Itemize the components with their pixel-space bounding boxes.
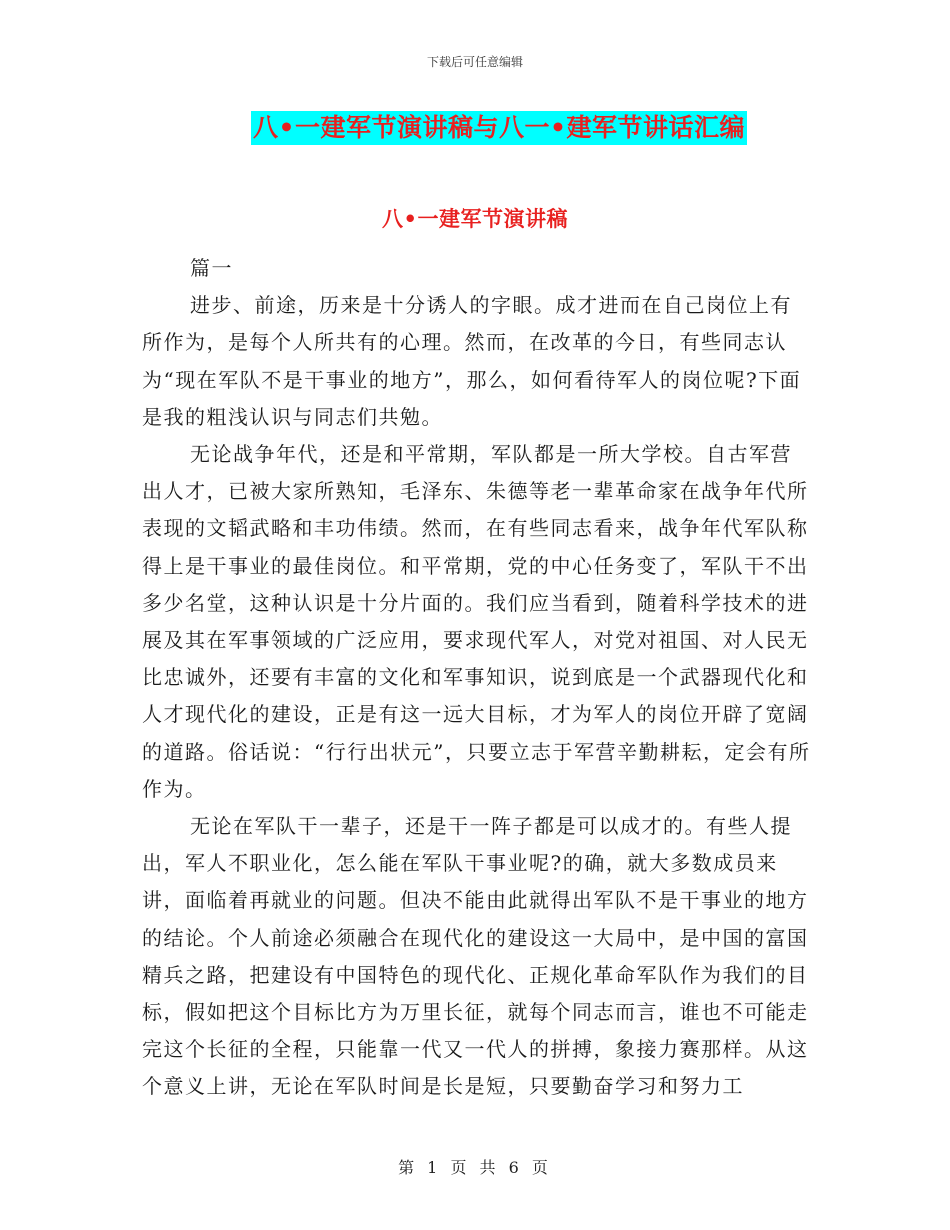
main-title: 八•一建军节演讲稿与八一•建军节讲话汇编	[251, 111, 747, 145]
paragraph-2: 无论战争年代，还是和平常期，军队都是一所大学校。自古军营出人才，已被大家所熟知，毛泽东、朱德等老一辈革命家在战争年代所表现的文韬武略和丰功伟绩。然而，在有些同志看来，战争年代军队称得上是干事业的最佳岗位。和平常期，党的中心任务变了，军队干不出多少名堂，这种认识是十分片面的。我们应当看到，随着科学技术的进展及其在军事领域的广泛应用，要求现代军人，对党对祖国、对人民无比忠诚外，还要有丰富的文化和军事知识，说到底是一个武器现代化和人才现代化的建设，正是有这一远大目标，才为军人的岗位开辟了宽阔的道路。俗话说：“行行出状元”，只要立志于军营辛勤耕耘，定会有所作为。	[142, 442, 811, 801]
paragraph-3: 无论在军队干一辈子，还是干一阵子都是可以成才的。有些人提出，军人不职业化，怎么能在军队干事业呢?的确，就大多数成员来讲，面临着再就业的问题。但决不能由此就得出军队不是干事业的地方的结论。个人前途必须融合在现代化的建设这一大局中，是中国的富国精兵之路，把建设有中国特色的现代化、正规化革命军队作为我们的目标，假如把这个目标比方为万里长征，就每个同志而言，谁也不可能走完这个长征的全程，只能靠一代又一代人的拼搏，象接力赛那样。从这个意义上讲，无论在军队时间是长是短，只要勤奋学习和努力工	[142, 814, 809, 1099]
section-title: 八•一建军节演讲稿	[382, 207, 568, 231]
sub-label: 篇一	[190, 256, 233, 280]
paragraph-1: 进步、前途，历来是十分诱人的字眼。成才进而在自己岗位上有所作为，是每个人所共有的心理。然而，在改革的今日，有些同志认为“现在军队不是干事业的地方”，那么，如何看待军人的岗位呢?下面是我的粗浅认识与同志们共勉。	[142, 293, 802, 429]
body-text	[142, 250, 812, 1106]
main-title-container	[0, 111, 950, 145]
page-number-footer: 第 1 页 共 6 页	[398, 1158, 552, 1177]
header-note: 下载后可任意编辑	[426, 55, 523, 69]
